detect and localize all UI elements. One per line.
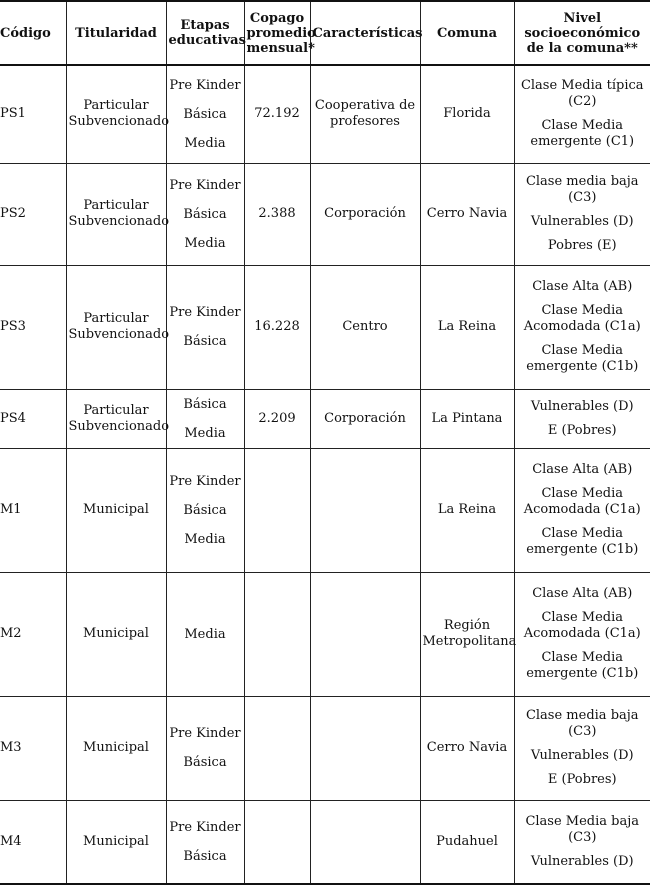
cell-comuna: Florida <box>420 65 514 163</box>
cell-etapas-item: Básica <box>183 106 227 122</box>
cell-nivel <box>514 65 650 163</box>
cell-etapas-item: Básica <box>183 206 227 222</box>
cell-caracteristicas: Cooperativa de profesores <box>310 65 420 163</box>
cell-copago <box>244 696 310 800</box>
cell-copago <box>244 572 310 696</box>
cell-etapas <box>166 448 244 572</box>
cell-comuna: Cerro Navia <box>420 696 514 800</box>
cell-titularidad: Municipal <box>66 800 166 884</box>
table-row <box>0 696 650 800</box>
cell-nivel <box>514 572 650 696</box>
cell-etapas <box>166 696 244 800</box>
cell-titularidad: Particular Subvencionado <box>66 389 166 448</box>
table-row <box>0 265 650 389</box>
cell-nivel-item: Clase Media baja (C3) <box>525 813 640 845</box>
cell-etapas-item: Básica <box>183 755 227 770</box>
cell-nivel-item: Clase Media emergente (C1b) <box>526 526 639 557</box>
cell-nivel-item: E (Pobres) <box>547 422 617 438</box>
cell-nivel-item: Clase Media emergente (C1) <box>530 118 635 150</box>
header-comuna: Comuna <box>420 1 514 65</box>
cell-copago: 72.192 <box>244 65 310 163</box>
cell-nivel-item: Clase media baja (C3) <box>525 174 639 205</box>
cell-nivel <box>514 265 650 389</box>
cell-comuna: Cerro Navia <box>420 163 514 265</box>
cell-etapas <box>166 572 244 696</box>
cell-codigo: M4 <box>0 800 66 884</box>
cell-nivel-item: Clase Media emergente (C1b) <box>526 343 639 374</box>
table-row <box>0 65 650 163</box>
cell-etapas-item: Media <box>184 425 226 441</box>
cell-nivel-item: Vulnerables (D) <box>530 398 634 414</box>
header-nivel: Nivel socioeconómico de la comuna** <box>514 1 650 65</box>
cell-nivel-item: Clase Alta (AB) <box>532 462 633 477</box>
cell-etapas-item: Pre Kinder <box>169 305 241 320</box>
cell-caracteristicas <box>310 448 420 572</box>
cell-caracteristicas: Corporación <box>310 163 420 265</box>
table-row <box>0 572 650 696</box>
cell-comuna: La Pintana <box>420 389 514 448</box>
cell-etapas <box>166 800 244 884</box>
cell-titularidad: Particular Subvencionado <box>66 265 166 389</box>
cell-copago: 16.228 <box>244 265 310 389</box>
table-header-row <box>0 1 650 65</box>
cell-nivel-item: E (Pobres) <box>547 772 617 787</box>
cell-codigo: M2 <box>0 572 66 696</box>
cell-copago <box>244 448 310 572</box>
cell-titularidad: Particular Subvencionado <box>66 65 166 163</box>
cell-nivel-item: Vulnerables (D) <box>530 214 634 229</box>
cell-codigo: M1 <box>0 448 66 572</box>
cell-titularidad: Municipal <box>66 572 166 696</box>
cell-etapas-item: Media <box>184 235 226 251</box>
cell-titularidad: Municipal <box>66 696 166 800</box>
cell-copago <box>244 800 310 884</box>
cell-nivel-item: Vulnerables (D) <box>530 748 634 763</box>
table-row <box>0 163 650 265</box>
cell-etapas-item: Básica <box>183 396 227 412</box>
cell-nivel-item: Clase media baja (C3) <box>525 708 639 739</box>
cell-etapas-item: Pre Kinder <box>169 473 241 489</box>
cell-nivel-item: Pobres (E) <box>547 238 617 253</box>
cell-codigo: M3 <box>0 696 66 800</box>
cell-etapas-item: Pre Kinder <box>169 77 241 93</box>
cell-copago: 2.388 <box>244 163 310 265</box>
cell-codigo: PS1 <box>0 65 66 163</box>
cell-codigo: PS3 <box>0 265 66 389</box>
header-titularidad: Titularidad <box>66 1 166 65</box>
cell-nivel <box>514 389 650 448</box>
cell-titularidad: Particular Subvencionado <box>66 163 166 265</box>
cell-etapas-item: Pre Kinder <box>169 726 241 741</box>
cell-comuna: Pudahuel <box>420 800 514 884</box>
cell-etapas <box>166 265 244 389</box>
cell-copago: 2.209 <box>244 389 310 448</box>
header-copago: Copago promedio mensual* <box>244 1 310 65</box>
cell-nivel <box>514 696 650 800</box>
cell-caracteristicas: Corporación <box>310 389 420 448</box>
cell-etapas <box>166 65 244 163</box>
cell-etapas-item: Media <box>184 626 226 642</box>
cell-titularidad: Municipal <box>66 448 166 572</box>
cell-nivel-item: Clase Media Acomodada (C1a) <box>523 486 641 517</box>
cell-etapas-item: Media <box>184 531 226 547</box>
cell-nivel-item: Clase Media emergente (C1b) <box>526 650 639 681</box>
cell-etapas-item: Pre Kinder <box>169 177 241 193</box>
cell-etapas-item: Media <box>184 135 226 151</box>
table-row <box>0 448 650 572</box>
cell-nivel-item: Clase Alta (AB) <box>532 279 633 294</box>
header-etapas: Etapas educativas <box>166 1 244 65</box>
cell-comuna: La Reina <box>420 265 514 389</box>
cell-caracteristicas <box>310 572 420 696</box>
cell-nivel-item: Clase Media típica (C2) <box>520 78 644 110</box>
header-caracteristicas: Características <box>310 1 420 65</box>
cell-nivel-item: Vulnerables (D) <box>530 853 634 869</box>
table-row <box>0 389 650 448</box>
table-body <box>0 65 650 884</box>
cell-nivel-item: Clase Media Acomodada (C1a) <box>523 610 641 641</box>
cell-nivel-item: Clase Alta (AB) <box>532 586 633 601</box>
table-row <box>0 800 650 884</box>
cell-etapas-item: Básica <box>183 502 227 518</box>
cell-etapas-item: Pre Kinder <box>169 819 241 835</box>
cell-nivel-item: Clase Media Acomodada (C1a) <box>523 303 641 334</box>
cell-etapas-item: Básica <box>183 848 227 864</box>
cell-codigo: PS4 <box>0 389 66 448</box>
cell-etapas-item: Básica <box>183 334 227 349</box>
cell-nivel <box>514 448 650 572</box>
cell-comuna: La Reina <box>420 448 514 572</box>
cell-nivel <box>514 800 650 884</box>
cell-caracteristicas <box>310 800 420 884</box>
cell-nivel <box>514 163 650 265</box>
cell-caracteristicas: Centro <box>310 265 420 389</box>
cell-etapas <box>166 163 244 265</box>
cell-codigo: PS2 <box>0 163 66 265</box>
header-codigo: Código <box>0 1 66 65</box>
cell-comuna: Región Metropolitana <box>420 572 514 696</box>
cell-caracteristicas <box>310 696 420 800</box>
cell-etapas <box>166 389 244 448</box>
